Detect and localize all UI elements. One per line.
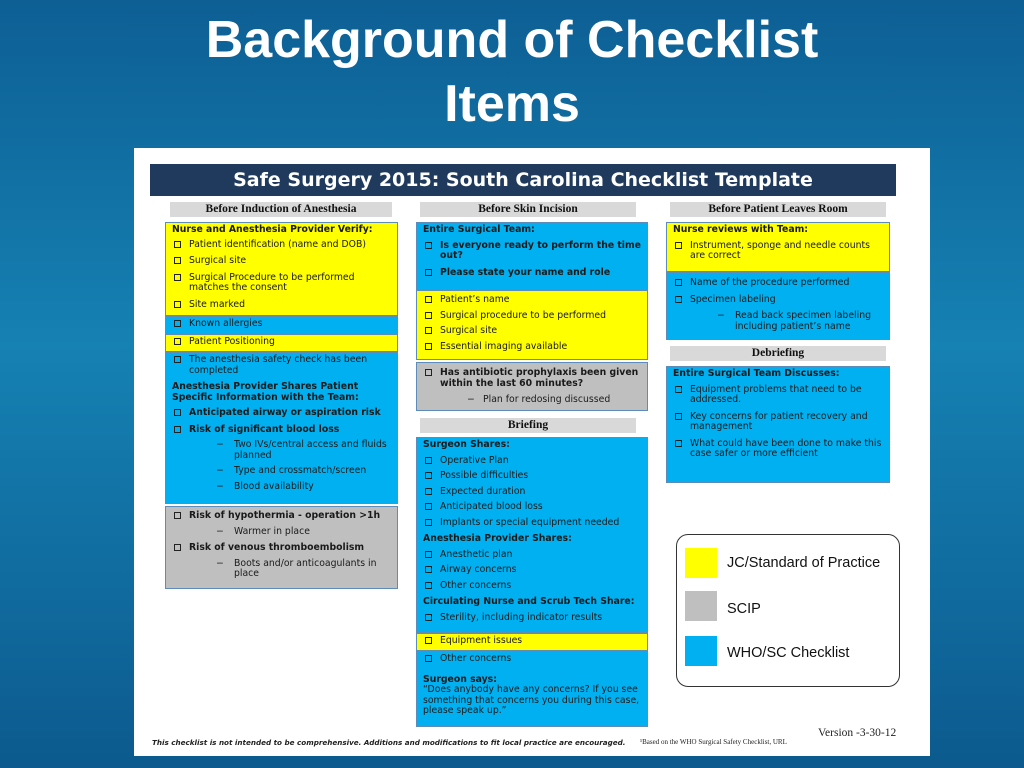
checkbox-icon	[675, 440, 682, 447]
checklist-banner: Safe Surgery 2015: South Carolina Checklist Template	[150, 164, 896, 196]
legend-swatch-who	[685, 636, 717, 666]
column-header-skin-incision: Before Skin Incision	[420, 202, 636, 217]
briefing-header: Briefing	[420, 418, 636, 433]
checkbox-icon	[425, 551, 432, 558]
equipment-block	[416, 633, 648, 651]
surgeon-says-text: “Does anybody have any concerns? If you see something that concerns you during this case, please speak up.”	[423, 684, 640, 716]
checkbox-icon	[425, 242, 432, 249]
column-header-induction: Before Induction of Anesthesia	[170, 202, 392, 217]
antibiotic-block	[416, 362, 648, 411]
checklist-item: Please state your name and role	[423, 268, 643, 279]
checklist-item: Is everyone ready to perform the time out?	[423, 241, 643, 262]
checkbox-icon	[675, 296, 682, 303]
team-heading: Entire Surgical Team:	[423, 224, 535, 235]
legend-label-jc: JC/Standard of Practice	[727, 555, 881, 571]
sub-item: − Plan for redosing discussed	[467, 394, 611, 405]
checkbox-icon	[174, 409, 181, 416]
color-legend	[676, 534, 900, 687]
shares-block	[165, 352, 398, 504]
checklist-item: Specimen labeling	[673, 295, 885, 306]
footer-note: This checklist is not intended to be comprehensive. Additions and modifications to fit local practice are encouraged.	[152, 738, 626, 747]
checklist-item: Equipment problems that need to be addressed.	[673, 385, 885, 406]
positioning-block	[165, 334, 398, 352]
nursing-heading: Circulating Nurse and Scrub Tech Share:	[423, 596, 635, 607]
checklist-item: Anticipated airway or aspiration risk	[172, 408, 393, 419]
slide-title	[0, 8, 1024, 136]
surgeon-heading: Surgeon Shares:	[423, 439, 510, 450]
checkbox-icon	[425, 472, 432, 479]
footer-reference: ¹Based on the WHO Surgical Safety Checklist, URL	[640, 738, 787, 746]
sub-item: − Warmer in place	[216, 525, 310, 537]
checkbox-icon	[174, 338, 181, 345]
checklist-item: Operative Plan	[423, 456, 643, 467]
verify-heading: Nurse and Anesthesia Provider Verify:	[172, 224, 373, 235]
checklist-item: Other concerns	[423, 581, 643, 592]
confirm-block	[416, 290, 648, 360]
checklist-item: Patient identification (name and DOB)	[172, 240, 393, 251]
checklist-item: Sterility, including indicator results	[423, 613, 643, 624]
legend-swatch-scip	[685, 591, 717, 621]
sub-item: − Boots and/or anticoagulants in place	[216, 557, 377, 579]
sub-item: − Type and crossmatch/screen	[216, 465, 367, 476]
checklist-item: Essential imaging available	[423, 342, 643, 353]
sub-item: − Two IVs/central access and fluids planned	[216, 439, 387, 461]
checklist-item: Key concerns for patient recovery and management	[673, 412, 885, 433]
checkbox-icon	[425, 614, 432, 621]
verify-block	[165, 222, 398, 316]
nurse-review-heading: Nurse reviews with Team:	[673, 224, 809, 235]
checkbox-icon	[425, 566, 432, 573]
sub-item: − Read back specimen labeling including patient’s name	[717, 310, 872, 332]
legend-label-who: WHO/SC Checklist	[727, 645, 850, 661]
allergies-block	[165, 316, 398, 334]
checklist-item: Known allergies	[172, 319, 393, 330]
checklist-item: What could have been done to make this case safer or more efficient	[673, 439, 885, 460]
checkbox-icon	[174, 301, 181, 308]
checkbox-icon	[425, 327, 432, 334]
checkbox-icon	[425, 582, 432, 589]
checklist-item: Airway concerns	[423, 565, 643, 576]
sub-item: − Blood availability	[216, 480, 314, 492]
checklist-item: Site marked	[172, 300, 393, 311]
checkbox-icon	[174, 356, 181, 363]
checkbox-icon	[425, 312, 432, 319]
checklist-item: Surgical site	[172, 256, 393, 267]
checkbox-icon	[174, 426, 181, 433]
scip-induction-block	[165, 506, 398, 589]
checkbox-icon	[425, 369, 432, 376]
checklist-item: Implants or special equipment needed	[423, 518, 643, 529]
checklist-item: Anticipated blood loss	[423, 502, 643, 513]
legend-label-scip: SCIP	[727, 601, 761, 617]
checkbox-icon	[174, 320, 181, 327]
checklist-item: Has antibiotic prophylaxis been given within the last 60 minutes?	[423, 368, 643, 389]
checkbox-icon	[425, 519, 432, 526]
legend-swatch-jc	[685, 548, 717, 578]
checkbox-icon	[425, 269, 432, 276]
team-block	[416, 222, 648, 290]
surgeon-says-block	[416, 651, 648, 727]
checkbox-icon	[675, 413, 682, 420]
checklist-item: Surgical site	[423, 326, 643, 337]
checkbox-icon	[174, 512, 181, 519]
checkbox-icon	[675, 386, 682, 393]
checkbox-icon	[425, 503, 432, 510]
checkbox-icon	[425, 655, 432, 662]
slide-title-line1: Background of Checklist	[205, 11, 819, 69]
briefing-block	[416, 437, 648, 633]
discuss-heading: Entire Surgical Team Discusses:	[673, 368, 840, 379]
checklist-item: Patient’s name	[423, 295, 643, 306]
nurse-review-block	[666, 222, 890, 272]
checkbox-icon	[425, 488, 432, 495]
version-label: Version -3-30-12	[818, 727, 897, 739]
checklist-item: Risk of significant blood loss	[172, 425, 393, 436]
checkbox-icon	[425, 637, 432, 644]
checkbox-icon	[174, 544, 181, 551]
checkbox-icon	[425, 343, 432, 350]
checkbox-icon	[425, 296, 432, 303]
checkbox-icon	[675, 279, 682, 286]
checklist-item: Other concerns	[423, 654, 643, 665]
checklist-item: Risk of hypothermia - operation >1h	[172, 511, 393, 522]
slide-title-line2: Items	[444, 75, 580, 133]
checkbox-icon	[675, 242, 682, 249]
checklist-item: Surgical Procedure to be performed matches the consent	[172, 273, 393, 294]
checklist-item: Surgical procedure to be performed	[423, 311, 643, 322]
checkbox-icon	[425, 457, 432, 464]
checkbox-icon	[174, 274, 181, 281]
debriefing-header: Debriefing	[670, 346, 886, 361]
checklist-item: Risk of venous thromboembolism	[172, 543, 393, 554]
checklist-item: Possible difficulties	[423, 471, 643, 482]
checklist-item: Anesthetic plan	[423, 550, 643, 561]
checkbox-icon	[174, 257, 181, 264]
checkbox-icon	[174, 241, 181, 248]
procedure-block	[666, 272, 890, 340]
column-header-leaves-room: Before Patient Leaves Room	[670, 202, 886, 217]
checklist-item: Equipment issues	[423, 636, 643, 647]
checklist-item: Expected duration	[423, 487, 643, 498]
checklist-item: Patient Positioning	[172, 337, 393, 348]
checklist-item: Name of the procedure performed	[673, 278, 885, 289]
surgeon-says-heading: Surgeon says:	[423, 673, 497, 685]
checklist-item: The anesthesia safety check has been completed	[172, 355, 393, 376]
shares-heading: Anesthesia Provider Shares Patient Specific Information with the Team:	[172, 381, 359, 403]
anesthesia-heading: Anesthesia Provider Shares:	[423, 533, 572, 544]
checklist-item: Instrument, sponge and needle counts are correct	[673, 241, 885, 262]
debriefing-block	[666, 366, 890, 483]
